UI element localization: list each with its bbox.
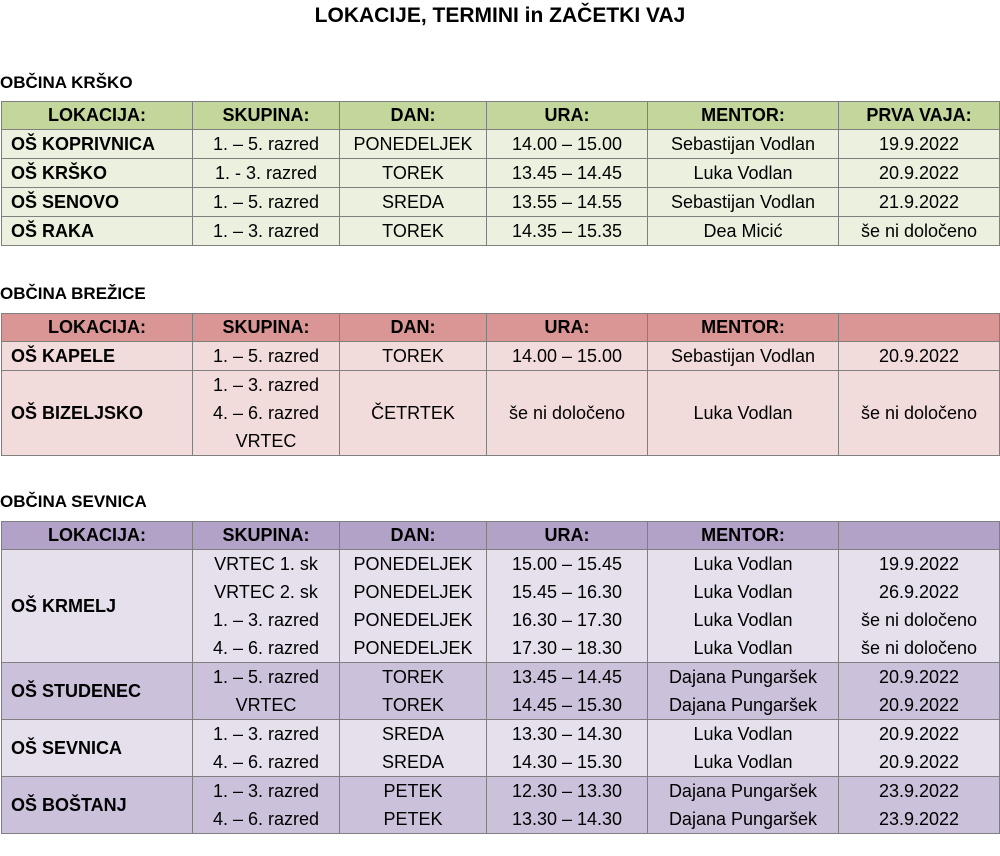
header-lokacija: LOKACIJA:: [2, 102, 193, 130]
cell-prva-vaja: 19.9.2022: [839, 130, 1000, 159]
cell-prva-vaja: [839, 777, 1000, 834]
cell-ura: 14.35 – 15.35: [487, 217, 648, 246]
cell-mentor: [648, 550, 839, 663]
cell-mentor: Luka Vodlan: [648, 371, 839, 456]
cell-line: 16.30 – 17.30: [511, 610, 623, 630]
cell-line: 23.9.2022: [878, 809, 960, 829]
cell-line: PONEDELJEK: [353, 638, 473, 658]
cell-lokacija: OŠ KAPELE: [2, 342, 193, 371]
header-dan: DAN:: [340, 522, 487, 550]
table-sevnica: [1, 521, 1000, 834]
cell-ura: [487, 663, 648, 720]
header-ura: URA:: [487, 522, 648, 550]
cell-line: PETEK: [383, 781, 443, 801]
cell-skupina: [193, 720, 340, 777]
cell-line: Dajana Pungaršek: [668, 809, 818, 829]
cell-line: Luka Vodlan: [693, 752, 793, 772]
cell-skupina: 1. – 5. razred: [193, 130, 340, 159]
table-row: [2, 777, 1000, 834]
table-row: [2, 130, 1000, 159]
cell-lokacija: OŠ KRŠKO: [2, 159, 193, 188]
table-row: [2, 720, 1000, 777]
cell-prva-vaja: 20.9.2022: [839, 342, 1000, 371]
cell-line: 19.9.2022: [878, 554, 960, 574]
header-mentor: MENTOR:: [648, 314, 839, 342]
cell-line: VRTEC: [235, 695, 297, 715]
cell-mentor: Luka Vodlan: [648, 159, 839, 188]
cell-line: 13.30 – 14.30: [511, 724, 623, 744]
cell-line: SREDA: [381, 752, 444, 772]
cell-line: 26.9.2022: [878, 582, 960, 602]
cell-skupina: 1. – 5. razred: [193, 342, 340, 371]
cell-dan: [340, 663, 487, 720]
table-header-row: [2, 102, 1000, 130]
cell-dan: TOREK: [340, 217, 487, 246]
header-ura: URA:: [487, 102, 648, 130]
cell-dan: SREDA: [340, 188, 487, 217]
cell-line: TOREK: [382, 695, 444, 715]
cell-ura: [487, 550, 648, 663]
cell-line: PONEDELJEK: [353, 582, 473, 602]
cell-line: Luka Vodlan: [693, 724, 793, 744]
cell-prva-vaja: 20.9.2022: [839, 159, 1000, 188]
cell-lokacija: OŠ KOPRIVNICA: [2, 130, 193, 159]
header-prva-vaja-empty: [839, 522, 1000, 550]
cell-line: 1. – 3. razred: [212, 781, 320, 801]
cell-ura: 13.55 – 14.55: [487, 188, 648, 217]
cell-lokacija: OŠ SEVNICA: [2, 720, 193, 777]
cell-line: Dajana Pungaršek: [668, 667, 818, 687]
cell-line: 14.30 – 15.30: [511, 752, 623, 772]
header-skupina: SKUPINA:: [193, 314, 340, 342]
cell-ura: 14.00 – 15.00: [487, 130, 648, 159]
cell-line: 15.45 – 16.30: [511, 582, 623, 602]
cell-line: Dajana Pungaršek: [668, 695, 818, 715]
cell-lokacija: OŠ SENOVO: [2, 188, 193, 217]
cell-lokacija: OŠ BOŠTANJ: [2, 777, 193, 834]
cell-dan: [340, 550, 487, 663]
header-skupina: SKUPINA:: [193, 522, 340, 550]
cell-prva-vaja: še ni določeno: [839, 217, 1000, 246]
cell-ura: 14.00 – 15.00: [487, 342, 648, 371]
table-header-row: [2, 522, 1000, 550]
cell-line: 12.30 – 13.30: [511, 781, 623, 801]
cell-mentor: [648, 663, 839, 720]
cell-skupina: [193, 550, 340, 663]
cell-prva-vaja: [839, 720, 1000, 777]
table-row: [2, 159, 1000, 188]
cell-line: 4. – 6. razred: [212, 752, 320, 772]
cell-line: 20.9.2022: [878, 667, 960, 687]
cell-lokacija: OŠ STUDENEC: [2, 663, 193, 720]
cell-line: še ni določeno: [860, 638, 978, 658]
table-brezice: [1, 313, 1000, 456]
cell-skupina: [193, 777, 340, 834]
cell-line: 4. – 6. razred: [212, 638, 320, 658]
cell-ura: [487, 720, 648, 777]
cell-skupina: 1. – 3. razred: [193, 217, 340, 246]
cell-mentor: [648, 777, 839, 834]
cell-mentor: Sebastijan Vodlan: [648, 130, 839, 159]
cell-line: še ni določeno: [860, 610, 978, 630]
cell-line: Dajana Pungaršek: [668, 781, 818, 801]
header-mentor: MENTOR:: [648, 102, 839, 130]
cell-line: 13.45 – 14.45: [511, 667, 623, 687]
header-dan: DAN:: [340, 102, 487, 130]
cell-dan: [340, 777, 487, 834]
cell-line: 14.45 – 15.30: [511, 695, 623, 715]
cell-prva-vaja: 21.9.2022: [839, 188, 1000, 217]
cell-line: 23.9.2022: [878, 781, 960, 801]
page-title: LOKACIJE, TERMINI in ZAČETKI VAJ: [314, 4, 686, 27]
cell-line: 13.30 – 14.30: [511, 809, 623, 829]
section-label-brezice: OBČINA BREŽICE: [0, 284, 146, 303]
header-prva-vaja: PRVA VAJA:: [839, 102, 1000, 130]
table-header-row: [2, 314, 1000, 342]
table-row: [2, 371, 1000, 456]
header-dan: DAN:: [340, 314, 487, 342]
cell-line: SREDA: [381, 724, 444, 744]
cell-dan: [340, 720, 487, 777]
cell-line: VRTEC 2. sk: [214, 582, 318, 602]
cell-line: Luka Vodlan: [693, 554, 793, 574]
cell-skupina: [193, 371, 340, 456]
cell-skupina: 1. – 5. razred: [193, 188, 340, 217]
section-label-sevnica: OBČINA SEVNICA: [0, 492, 147, 511]
cell-line: Luka Vodlan: [693, 638, 793, 658]
table-krsko: [1, 101, 1000, 246]
cell-dan: TOREK: [340, 342, 487, 371]
cell-line: 15.00 – 15.45: [511, 554, 623, 574]
cell-line: PETEK: [383, 809, 443, 829]
cell-lokacija: OŠ RAKA: [2, 217, 193, 246]
cell-dan: PONEDELJEK: [340, 130, 487, 159]
table-row: [2, 342, 1000, 371]
cell-mentor: [648, 720, 839, 777]
header-prva-vaja-empty: [839, 314, 1000, 342]
cell-ura: [487, 777, 648, 834]
table-row: [2, 550, 1000, 663]
cell-dan: ČETRTEK: [340, 371, 487, 456]
cell-lokacija: OŠ BIZELJSKO: [2, 371, 193, 456]
cell-skupina: 1. - 3. razred: [193, 159, 340, 188]
cell-mentor: Sebastijan Vodlan: [648, 342, 839, 371]
cell-mentor: Sebastijan Vodlan: [648, 188, 839, 217]
cell-mentor: Dea Micić: [648, 217, 839, 246]
cell-line: Luka Vodlan: [693, 582, 793, 602]
cell-line: 20.9.2022: [878, 752, 960, 772]
cell-lokacija: OŠ KRMELJ: [2, 550, 193, 663]
cell-line: 4. – 6. razred: [212, 809, 320, 829]
cell-line: PONEDELJEK: [353, 554, 473, 574]
cell-ura: 13.45 – 14.45: [487, 159, 648, 188]
cell-line: 4. – 6. razred: [212, 403, 320, 423]
cell-line: PONEDELJEK: [353, 610, 473, 630]
cell-line: VRTEC: [235, 431, 297, 451]
cell-line: 1. – 3. razred: [212, 724, 320, 744]
table-row: [2, 217, 1000, 246]
cell-line: 20.9.2022: [878, 695, 960, 715]
header-lokacija: LOKACIJA:: [2, 314, 193, 342]
header-mentor: MENTOR:: [648, 522, 839, 550]
cell-skupina: [193, 663, 340, 720]
table-row: [2, 663, 1000, 720]
cell-line: 1. – 3. razred: [212, 375, 320, 395]
cell-line: 1. – 3. razred: [212, 610, 320, 630]
cell-line: VRTEC 1. sk: [214, 554, 318, 574]
cell-prva-vaja: [839, 663, 1000, 720]
cell-prva-vaja: še ni določeno: [839, 371, 1000, 456]
cell-line: 20.9.2022: [878, 724, 960, 744]
cell-prva-vaja: [839, 550, 1000, 663]
cell-line: TOREK: [382, 667, 444, 687]
cell-line: Luka Vodlan: [693, 610, 793, 630]
cell-line: 1. – 5. razred: [212, 667, 320, 687]
cell-ura: še ni določeno: [487, 371, 648, 456]
header-ura: URA:: [487, 314, 648, 342]
cell-dan: TOREK: [340, 159, 487, 188]
table-row: [2, 188, 1000, 217]
cell-line: 17.30 – 18.30: [511, 638, 623, 658]
section-label-krsko: OBČINA KRŠKO: [0, 73, 133, 92]
header-skupina: SKUPINA:: [193, 102, 340, 130]
header-lokacija: LOKACIJA:: [2, 522, 193, 550]
